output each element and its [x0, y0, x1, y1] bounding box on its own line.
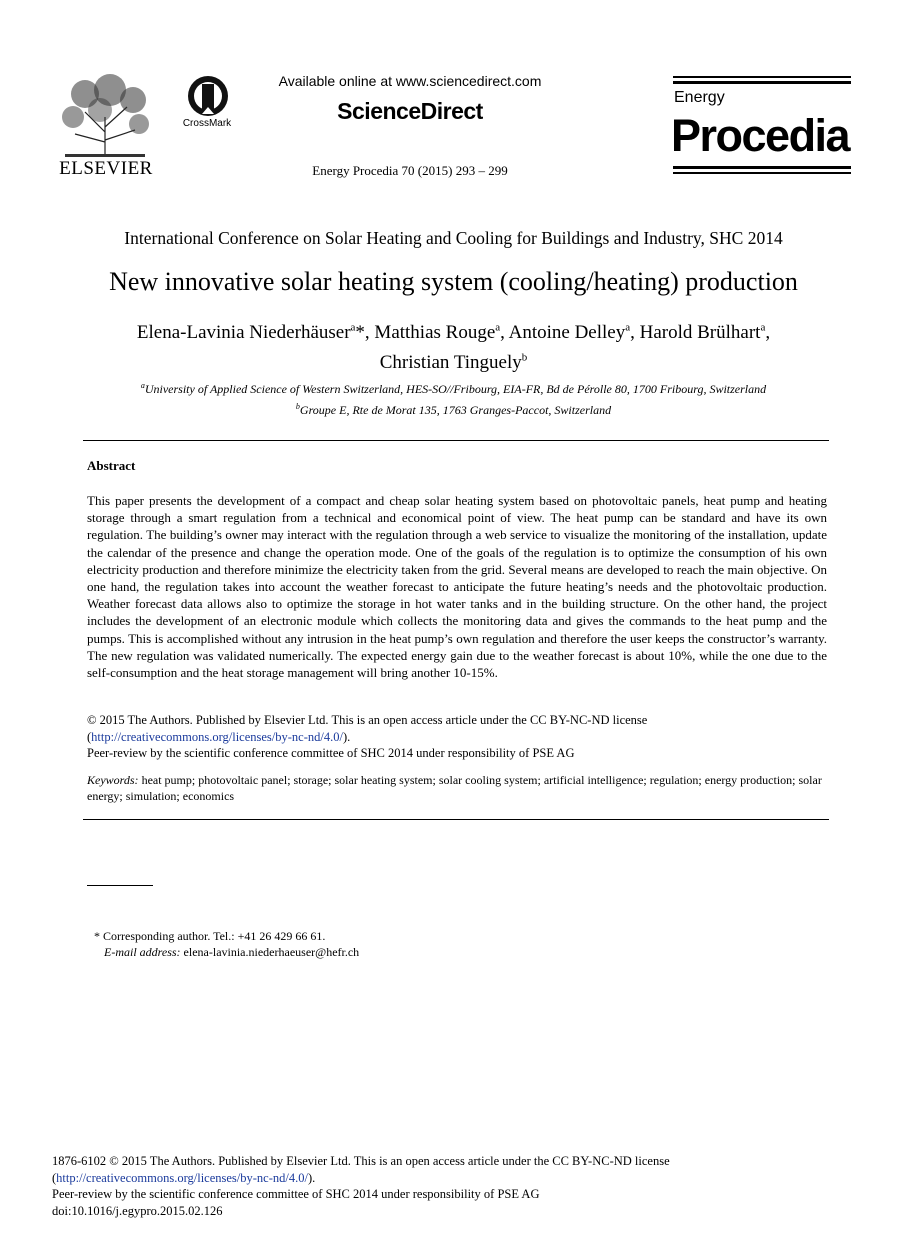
corresponding-author: * Corresponding author. Tel.: +41 26 429 66 61. — [94, 929, 326, 943]
abstract-text: This paper presents the development of a compact and cheap solar heating system based on photovoltaic panels, heat pump and heating storage through a smart regulation from a technical and economical point of view. The heat pump can be standard and have its own regulation. The building’s owner may interact with the regulation through a web service to visualize the monitoring of the installation, update the calendar of the presence and change the operation mode. One of the goals of the regulation is to optimize the consumption of his own electricity production and therefore minimize the electricity taken from the grid. Several means are developed to reach the main objective. On one hand, the regulation takes into account the weather forecast to anticipate the future heating’s needs and the photovoltaic production. Weather forecast data allows also to optimize the storage in hot water tanks and in the building structure. On the other hand, the project includes the development of an electronic module which collects the monitoring data and gives the commands to the heat pump and the pumps. This is accomplished without any intrusion in the heat pump’s own regulation and therefore the user keeps the constructor’s warranty. The new regulation was validated numerically. The expected energy gain due to the weather forecast is about 10%, while the one due to the self-consumption and the heat storage management will bring another 10-15%. — [87, 493, 827, 681]
keywords-label: Keywords: — [87, 773, 139, 787]
section-divider — [83, 819, 829, 820]
license-block — [87, 712, 827, 762]
journal-reference: Energy Procedia 70 (2015) 293 – 299 — [312, 163, 508, 178]
procedia-rule — [673, 76, 851, 78]
footnote-rule — [87, 885, 153, 886]
keywords-text: heat pump; photovoltaic panel; storage; solar heating system; solar cooling system; artificial intelligence; regulation; energy production; solar energy; simulation; economics — [87, 773, 822, 803]
crossmark-label: CrossMark — [182, 118, 232, 129]
license-link[interactable]: http://creativecommons.org/licenses/by-nc-nd/4.0/ — [56, 1170, 308, 1185]
affiliation: $^a$University of Applied Science of Western Switzerland, HES-SO//Fribourg, EIA-FR, Bd de Pérolle 80, 1700 Fribourg, Switzerland — [140, 381, 767, 396]
available-online: Available online at www.sciencedirect.com — [278, 73, 542, 89]
affiliations — [80, 377, 827, 419]
procedia-rule — [673, 166, 851, 169]
footnote — [94, 928, 694, 960]
affiliation: $^b$Groupe E, Rte de Morat 135, 1763 Granges-Paccot, Switzerland — [295, 402, 612, 417]
conference-name: International Conference on Solar Heating and Cooling for Buildings and Industry, SHC 2014 — [124, 228, 783, 248]
doi[interactable]: doi:10.1016/j.egypro.2015.02.126 — [52, 1203, 223, 1218]
license-url-line: (http://creativecommons.org/licenses/by-nc-nd/4.0/). — [52, 1170, 316, 1185]
paper-title: New innovative solar heating system (cooling/heating) production — [109, 267, 798, 296]
author: Matthias Rouge$^a$, — [374, 322, 509, 344]
author: Harold Brülhart$^a$, — [639, 322, 771, 344]
license-link[interactable]: http://creativecommons.org/licenses/by-nc-nd/4.0/ — [91, 729, 343, 744]
peer-review-line: Peer-review by the scientific conference committee of SHC 2014 under responsibility of PSE AG — [52, 1187, 540, 1201]
author: Christian Tinguely$^b$ — [379, 351, 528, 373]
license-line: © 2015 The Authors. Published by Elsevier Ltd. This is an open access article under the CC BY-NC-ND license — [87, 713, 648, 727]
journal-name-procedia: Procedia — [671, 110, 850, 161]
author: Antoine Delley$^a$, — [508, 322, 640, 344]
sciencedirect-logo: ScienceDirect — [337, 98, 483, 124]
bottom-notice — [52, 1153, 852, 1219]
email-address[interactable]: elena-lavinia.niederhaeuser@hefr.ch — [183, 945, 360, 959]
copyright-line: 1876-6102 © 2015 The Authors. Published by Elsevier Ltd. This is an open access article under the CC BY-NC-ND license — [52, 1154, 670, 1168]
procedia-rule — [673, 81, 851, 84]
abstract-heading: Abstract — [87, 458, 136, 473]
author: Elena-Lavinia Niederhäuser$^a$*, — [136, 322, 375, 344]
section-divider — [83, 440, 829, 441]
publisher-name: ELSEVIER — [59, 158, 153, 179]
author-list — [80, 316, 827, 375]
procedia-rule — [673, 172, 851, 174]
license-url-line: (http://creativecommons.org/licenses/by-nc-nd/4.0/). — [87, 729, 351, 744]
email-line: E-mail address: elena-lavinia.niederhaeuser@hefr.ch — [104, 945, 360, 959]
keywords — [87, 772, 827, 804]
journal-name-energy: Energy — [674, 89, 725, 106]
peer-review-line: Peer-review by the scientific conference committee of SHC 2014 under responsibility of PSE AG — [87, 746, 575, 760]
